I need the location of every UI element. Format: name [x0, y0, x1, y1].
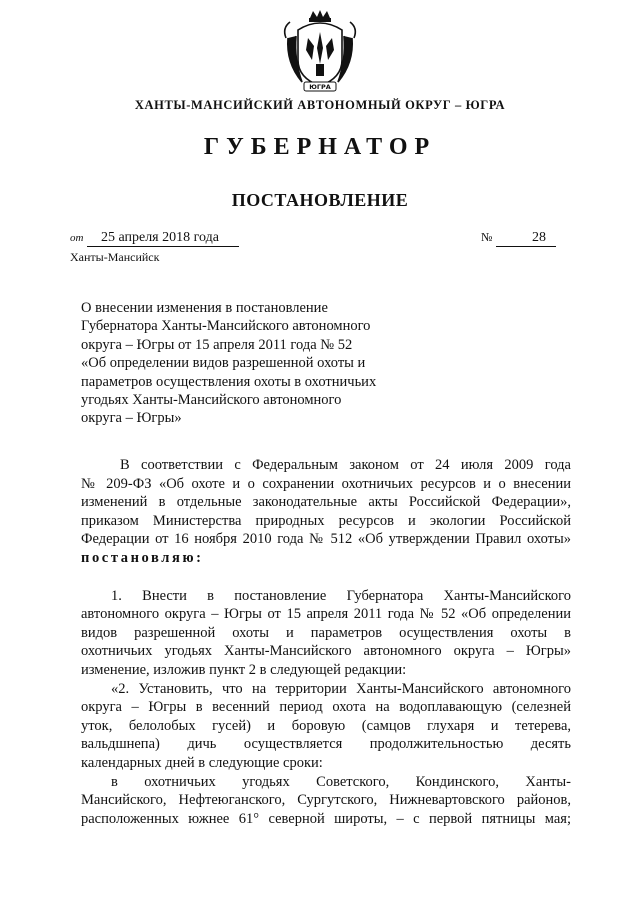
region-name: ХАНТЫ-МАНСИЙСКИЙ АВТОНОМНЫЙ ОКРУГ – ЮГРА [134, 98, 506, 112]
emblem-ribbon-text: ЮГРА [309, 83, 331, 91]
number-prefix: № [481, 230, 493, 244]
preamble-line: № 209-ФЗ «Об охоте и о сохранении охотничьих ресурсов и о внесении [81, 475, 571, 492]
item2-line: округа – Югры в весенний период охота на водоплавающую (селезней [81, 699, 571, 716]
subject-line: параметров осуществления охоты в охотничьих [81, 373, 377, 390]
date-prefix: от [70, 232, 84, 244]
preamble-line: В соответствии с Федеральным законом от 24 июля 2009 года [120, 457, 571, 473]
document-subject [81, 299, 411, 428]
subject-line: Губернатора Ханты-Мансийского автономного [81, 318, 371, 335]
item3-line: в охотничьих угодьях Советского, Кондинского, Ханты- [111, 773, 571, 790]
subject-line: О внесении изменения в постановление [81, 300, 328, 316]
item2-line: уток, белолобых гусей) и боровую (самцов глухаря и тетерева, [81, 717, 571, 734]
item2-line: вальдшнепа) дичь осуществляется продолжительностью десять [81, 736, 571, 753]
item1-line: охотничьих угодьях Ханты-Мансийского автономного округа – Югры» [81, 643, 571, 660]
item2-line: календарных дней в следующие сроки: [81, 754, 323, 771]
item1-line: 1. Внести в постановление Губернатора Ханты-Мансийского [111, 587, 571, 604]
authority-title: ГУБЕРНАТОР [203, 134, 437, 160]
subject-line: округа – Югры» [81, 410, 182, 427]
document-type: ПОСТАНОВЛЕНИЕ [231, 190, 409, 210]
subject-line: угодьях Ханты-Мансийского автономного [81, 392, 342, 409]
document-city: Ханты-Мансийск [70, 250, 160, 264]
document-date [70, 230, 239, 247]
document-body [81, 456, 571, 828]
number-value: 28 [496, 230, 556, 247]
coat-of-arms-emblem [280, 8, 360, 94]
date-value: 25 апреля 2018 года [87, 230, 239, 247]
decree-word: постановляю: [81, 549, 204, 566]
item3-line: Мансийского, Нефтеюганского, Сургутского, Нижневартовского районов, [81, 792, 571, 809]
subject-line: округа – Югры от 15 апреля 2011 года № 52 [81, 336, 353, 353]
preamble-line: изменений в отдельные законодательные акты Российской Федерации», [81, 494, 571, 511]
subject-line: «Об определении видов разрешенной охоты и [81, 355, 366, 372]
item1-line: изменение, изложив пункт 2 в следующей редакции: [81, 661, 407, 678]
document-number [481, 230, 556, 247]
item2-line: «2. Установить, что на территории Ханты-Мансийского автономного [111, 680, 571, 697]
item1-line: видов разрешенной охоты и параметров осуществления охоты в [81, 624, 571, 641]
preamble-line: приказом Министерства природных ресурсов и экологии Российской [81, 512, 571, 529]
preamble-line: Федерации от 16 ноября 2010 года № 512 «Об утверждении Правил охоты» [81, 531, 571, 548]
item1-line: автономного округа – Югры от 15 апреля 2011 года № 52 «Об определении [81, 606, 571, 623]
item3-line: расположенных южнее 61° северной широты, – с первой пятницы мая; [81, 810, 571, 827]
